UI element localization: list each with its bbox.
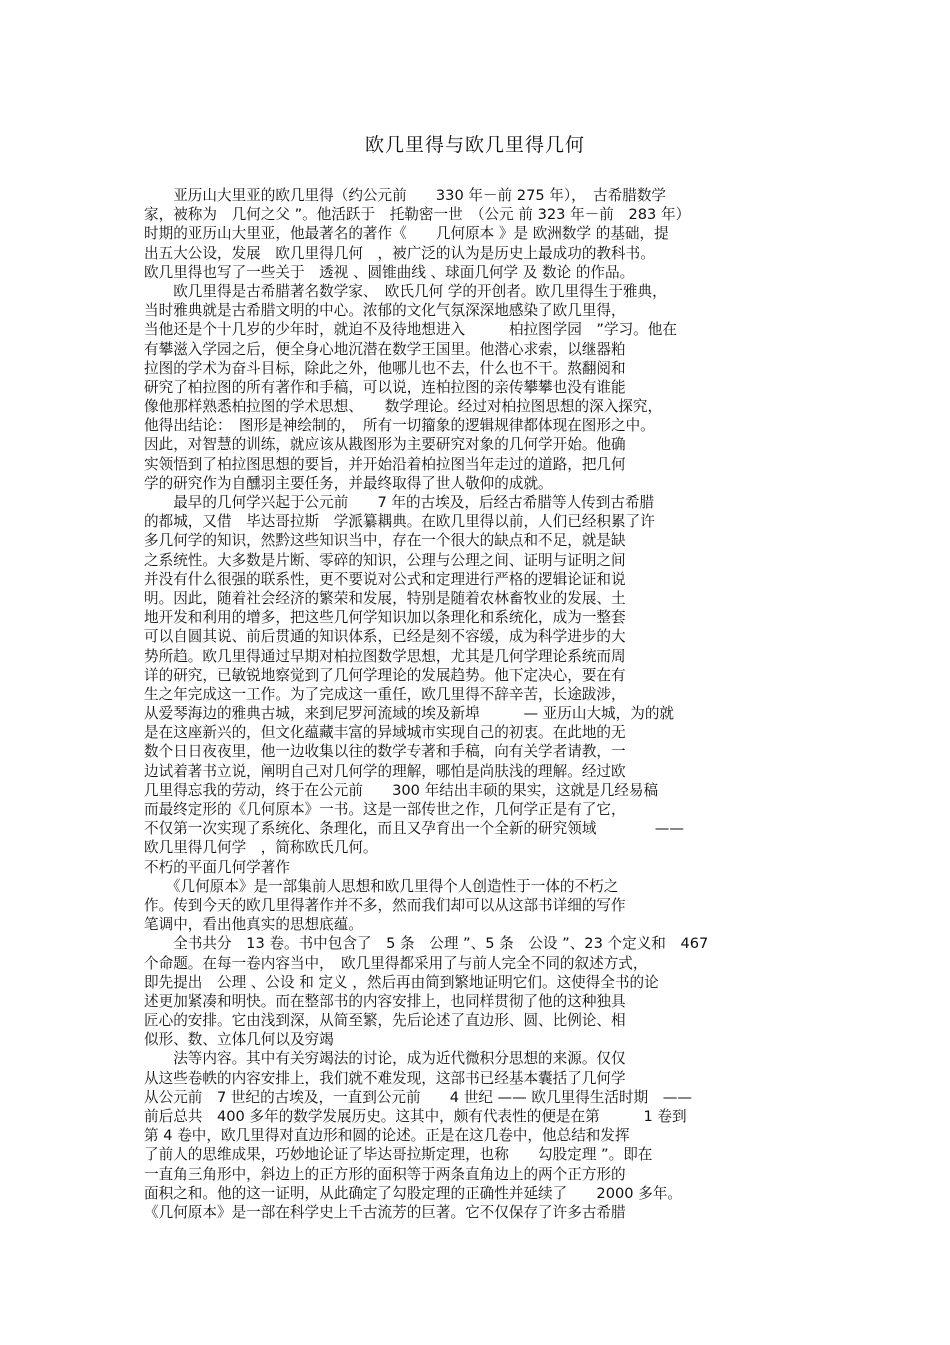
text-line: 边试着著书立说，阐明自己对几何学的理解，哪怕是尚肤浅的理解。经过欧: [144, 762, 626, 780]
text-line: 法等内容。其中有关穷竭法的讨论，成为近代微积分思想的来源。仅仅: [144, 1050, 626, 1068]
text-line: 家，被称为 几何之父 ”。他活跃于 托勒密一世 （公元 前 323 年－前 283 年）: [144, 206, 691, 224]
text-line: 似形、数、立体几何以及穷竭: [144, 1031, 334, 1049]
text-line: 之系统性。大多数是片断、零碎的知识，公理与公理之间、证明与证明之间: [144, 551, 626, 569]
text-line: 数个日日夜夜里，他一边收集以往的数学专著和手稿，向有关学者请教，一: [144, 743, 626, 761]
text-line: 明。因此，随着社会经济的繁荣和发展，特别是随着农林畜牧业的发展、土: [144, 589, 626, 607]
text-line: 不朽的平面几何学著作: [144, 858, 290, 876]
text-line: 从公元前 7 世纪的古埃及，一直到公元前 4 世纪 —— 欧几里得生活时期 ——: [144, 1088, 692, 1106]
text-line: 并没有什么很强的联系性，更不要说对公式和定理进行严格的逻辑论证和说: [144, 570, 626, 588]
text-line: 时期的亚历山大里亚，他最著名的著作《 几何原本 》是 欧洲数学 的基础，提: [144, 225, 669, 243]
text-line: 不仅第一次实现了系统化、条理化，而且又孕育出一个全新的研究领域 ——: [144, 820, 684, 838]
text-line: 《几何原本》是一部集前人思想和欧几里得个人创造性于一体的不朽之: [144, 877, 619, 895]
text-line: 欧几里得是古希腊著名数学家、 欧氏几何 学的开创者。欧几里得生于雅典，: [144, 282, 667, 300]
text-line: 全书共分 13 卷。书中包含了 5 条 公理 ”、5 条 公设 ”、23 个定义和 467: [144, 935, 709, 953]
text-line: 有攀滋入学园之后，便全身心地沉潜在数学王国里。他潜心求索，以继器粕: [144, 340, 626, 358]
text-line: 地开发和利用的增多，把这些几何学知识加以条理化和系统化，成为一整套: [144, 609, 626, 627]
text-line: 研究了柏拉图的所有著作和手稿，可以说，连柏拉图的亲传攀攀也没有谁能: [144, 378, 626, 396]
text-line: 势所趋。欧几里得通过早期对柏拉图数学思想，尤其是几何学理论系统而周: [144, 647, 626, 665]
text-line: 作。传到今天的欧几里得著作并不多，然而我们却可以从这部书详细的写作: [144, 896, 626, 914]
text-line: 前后总共 400 多年的数学发展历史。这其中，颇有代表性的便是在第 1 卷到: [144, 1108, 687, 1125]
text-line: 当他还是个十几岁的少年时，就迫不及待地想进入 柏拉图学园 ”学习。他在: [144, 321, 677, 339]
text-line: 《几何原本》是一部在科学史上千古流芳的巨著。它不仅保存了许多古希腊: [144, 1203, 626, 1221]
text-line: 而最终定形的《几何原本》一书。这是一部传世之作，几何学正是有了它，: [144, 801, 626, 818]
text-line: 出五大公设，发展 欧几里得几何 ，被广泛的认为是历史上最成功的教科书。: [144, 244, 655, 262]
text-line: 他得出结论： 图形是神绘制的， 所有一切籀象的逻辑规律都体现在图形之中。: [144, 417, 655, 435]
text-line: 因此，对智慧的训练，就应该从戡图形为主要研究对象的几何学开始。他确: [144, 436, 626, 454]
text-line: 面积之和。他的这一证明，从此确定了勾股定理的正确性并延续了 2000 多年。: [144, 1184, 682, 1202]
text-line: 当时雅典就是古希腊文明的中心。浓郁的文化气氛深深地感染了欧几里得，: [144, 302, 626, 320]
text-line: 从这些卷帙的内容安排上，我们就不难发现，这部书已经基本囊括了几何学: [144, 1069, 626, 1087]
document-body: [144, 186, 804, 1222]
text-line: 第 4 卷中，欧几里得对直边形和圆的论述。正是在这几卷中，他总结和发挥: [144, 1127, 630, 1145]
text-line: 即先提出 公理 、公设 和 定义 ，然后再由简到繁地证明它们。这使得全书的论: [144, 973, 659, 991]
text-line: 是在这座新兴的，但文化蕴藏丰富的异域城市实现自己的初衷。在此地的无: [144, 724, 626, 742]
text-line: 一直角三角形中，斜边上的正方形的面积等于两条直角边上的两个正方形的: [144, 1165, 626, 1183]
text-line: 匠心的安排。它由浅到深，从简至繁，先后论述了直边形、圆、比例论、相: [144, 1012, 626, 1030]
text-line: 生之年完成这一工作。为了完成这一重任，欧几里得不辞辛苦，长途跋涉，: [144, 685, 626, 703]
text-line: 了前人的思维成果，巧妙地论证了毕达哥拉斯定理，也称 勾股定理 ”。即在: [144, 1146, 653, 1164]
text-line: 的都城，又借 毕达哥拉斯 学派纂耦典。在欧几里得以前，人们已经积累了许: [144, 513, 655, 531]
text-line: 最早的几何学兴起于公元前 7 年的古埃及，后经古希腊等人传到古希腊: [144, 494, 655, 511]
document-title: 欧几里得与欧几里得几何: [364, 134, 585, 156]
text-line: 实领悟到了柏拉图思想的要旨，并开始沿着柏拉图当年走过的道路，把几何: [144, 455, 626, 473]
text-line: 学的研究作为自醺羽主要任务，并最终取得了世人敬仰的成就。: [144, 474, 553, 492]
text-line: 像他那样熟悉柏拉图的学术思想、 数学理论。经过对柏拉图思想的深入探究，: [144, 398, 663, 416]
text-line: 详的研究，已敏锐地察觉到了几何学理论的发展趋势。他下定决心，要在有: [144, 666, 626, 684]
text-line: 个命题。在每一卷内容当中， 欧几里得都采用了与前人完全不同的叙述方式，: [144, 954, 648, 972]
text-line: 从爱琴海边的雅典古城，来到尼罗河流域的埃及新埠 — 亚历山大城，为的就: [144, 705, 675, 723]
text-line: 多几何学的知识，然黔这些知识当中，存在一个很大的缺点和不足，就是缺: [144, 532, 626, 550]
text-line: 可以自圆其说、前后贯通的知识体系，已经是刻不容缓，成为科学进步的大: [144, 628, 626, 646]
text-line: 笔调中，看出他真实的思想底蕴。: [144, 916, 363, 934]
text-line: 欧几里得几何学 ，简称欧氏几何。: [144, 839, 378, 857]
text-line: 述更加紧凑和明快。而在整部书的内容安排上，也同样贯彻了他的这种独具: [144, 992, 626, 1010]
text-line: 欧几里得也写了一些关于 透视 、圆锥曲线 、球面几何学 及 数论 的作品。: [144, 263, 635, 281]
text-line: 拉图的学术为奋斗目标，除此之外，他哪儿也不去，什么也不干。熬翻阅和: [144, 359, 626, 377]
text-line: 几里得忘我的劳动，终于在公元前 300 年结出丰硕的果实，这就是几经易稿: [144, 781, 659, 799]
text-line: 亚历山大里亚的欧几里得（约公元前 330 年－前 275 年）， 古希腊数学: [144, 187, 667, 204]
